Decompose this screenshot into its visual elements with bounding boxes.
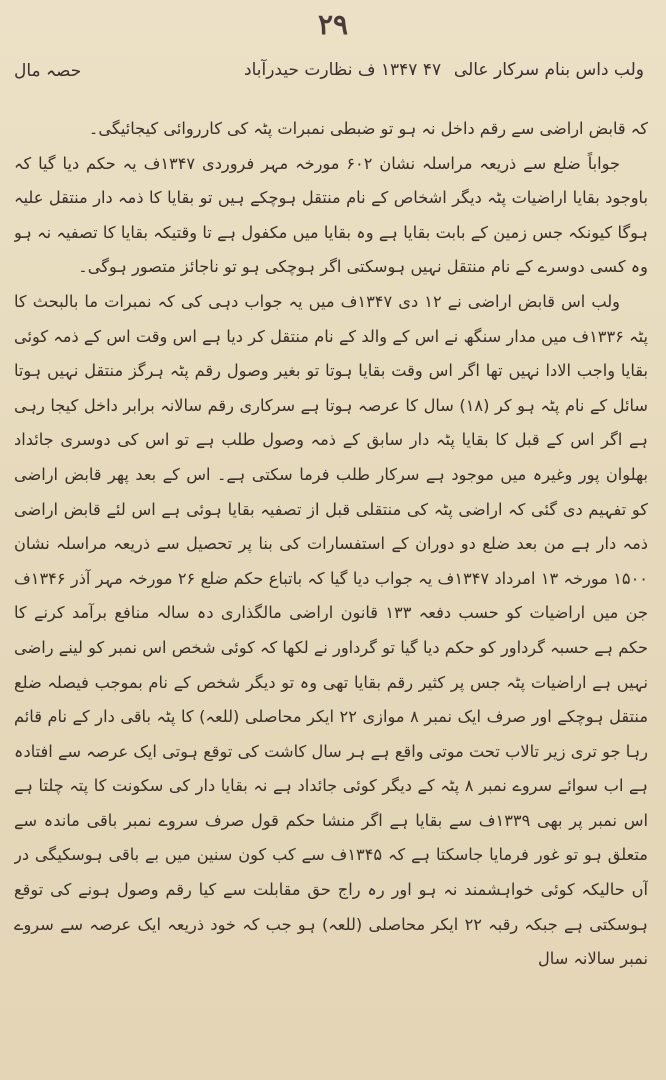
paragraph-1: کہ قابض اراضی سے رقم داخل نہ ہو تو ضبطی نمبرات پٹہ کی کارروائی کیجائیگی۔ — [88, 119, 648, 138]
header-right: ولب داس بنام سرکار عالی — [453, 60, 644, 80]
page-number: ۲۹ — [317, 8, 349, 41]
paragraph-2: جواباً ضلع سے ذریعہ مراسلہ نشان ۶۰۲ مورخہ مہر فروردی ۱۳۴۷ف یہ حکم دیا گیا کہ باوجود بقایا اراضیات پٹہ دیگر اشخاص کے نام منتقل ہوچکے ہیں تو بقایا کا ذمہ دار منتقل علیہ ہوگا کیونکہ جس زمین کے بابت بقایا ہے وہ بقایا میں مکفول ہے تا وقتیکہ بقایا کا تصفیہ نہ ہو وہ کسی دوسرے کے نام منتقل نہیں ہوسکتی اگر ہوچکی ہو تو ناجائز متصور ہوگی۔ — [14, 153, 648, 277]
header-left: حصہ مال — [14, 61, 82, 81]
document-body — [14, 112, 648, 1067]
header-center: ۴۷ ۱۳۴۷ ف نظارت حیدرآباد — [244, 60, 442, 80]
running-header — [14, 60, 644, 90]
paragraph-3: ولب اس قابض اراضی نے ۱۲ دی ۱۳۴۷ف میں یہ جواب دہی کی کہ نمبرات ما بالبحث کا پٹہ ۱۳۳۶ف میں مدار سنگھ نے اس کے والد کے نام منتقل کر دیا ہے اس وقت اس کے ذمہ کوئی بقایا واجب الادا نہیں تھا اگر اس وقت بقایا ہوتا تو بغیر وصول رقم پٹہ ہرگز منتقل نہیں ہوتا سائل کے نام پٹہ ہو کر (۱۸) سال کا عرصہ ہوتا ہے سرکاری رقم سالانہ برابر داخل کیجا رہی ہے اگر اس کے قبل کا بقایا پٹہ دار سابق کے ذمہ وصول طلب ہے تو اس کی دوسری جائداد بھلوان پور وغیرہ میں موجود ہے سرکار طلب فرما سکتی ہے۔ اس کے بعد پھر قابض اراضی کو تفہیم دی گئی کہ اراضی پٹہ کی منتقلی قبل از تصفیہ بقایا ہوئی ہے اس لئے قابض اراضی ذمہ دار ہے من بعد ضلع دو دوران کے استفسارات کی بنا پر تحصیل سے ذریعہ مراسلہ نشان ۱۵۰۰ مورخہ ۱۳ امرداد ۱۳۴۷ف یہ جواب دیا گیا کہ باتباع حکم ضلع ۲۶ مورخہ مہر آذر ۱۳۴۶ف جن میں اراضیات کو حسب دفعہ ۱۳۳ قانون اراضی مالگذاری دہ سالہ منافع برآمد کرنے کا حکم ہے حسبہ گرداور کو حکم دیا گیا تو گرداور نے لکھا کہ کوئی شخص اس نمبر کو لینے راضی نہیں ہے اراضیات پٹہ جس پر کثیر رقم بقایا تھی وہ تو دیگر شخص کے نام بموجب فیصلہ ضلع منتقل ہوچکے اور صرف ایک نمبر ۸ موازی ۲۲ ایکر محاصلی (للعہ) کا پٹہ باقی دار کے نام قائم رہا جو تری زیر تالاب تحت موتی واقع ہے ہر سال کاشت کی توقع ہوتی ایک عرصہ سے افتادہ ہے اب سوائے سروے نمبر ۸ پٹہ کے دیگر کوئی جائداد ہے نہ بقایا دار کی سکونت کا پتہ چلتا ہے اس نمبر پر بھی ۱۳۳۹ف سے بقایا ہے اگر منشا حکم قول صرف سروے نمبر باقی ماندہ سے متعلق ہو تو غور فرمایا جاسکتا ہے کہ ۱۳۴۵ف سے کب کون سنین میں بے باقی ہوسکیگی در آں حالیکہ کوئی خواہشمند نہ ہو اور رہ راج حق مقابلت سے کیا رقم وصول ہونے کی توقع ہوسکتی ہے جبکہ رقبہ ۲۲ ایکر محاصلی (للعہ) ہو جب کہ خود ذریعہ ایک عرصہ سے سروے نمبر سالانہ سال — [14, 291, 648, 969]
